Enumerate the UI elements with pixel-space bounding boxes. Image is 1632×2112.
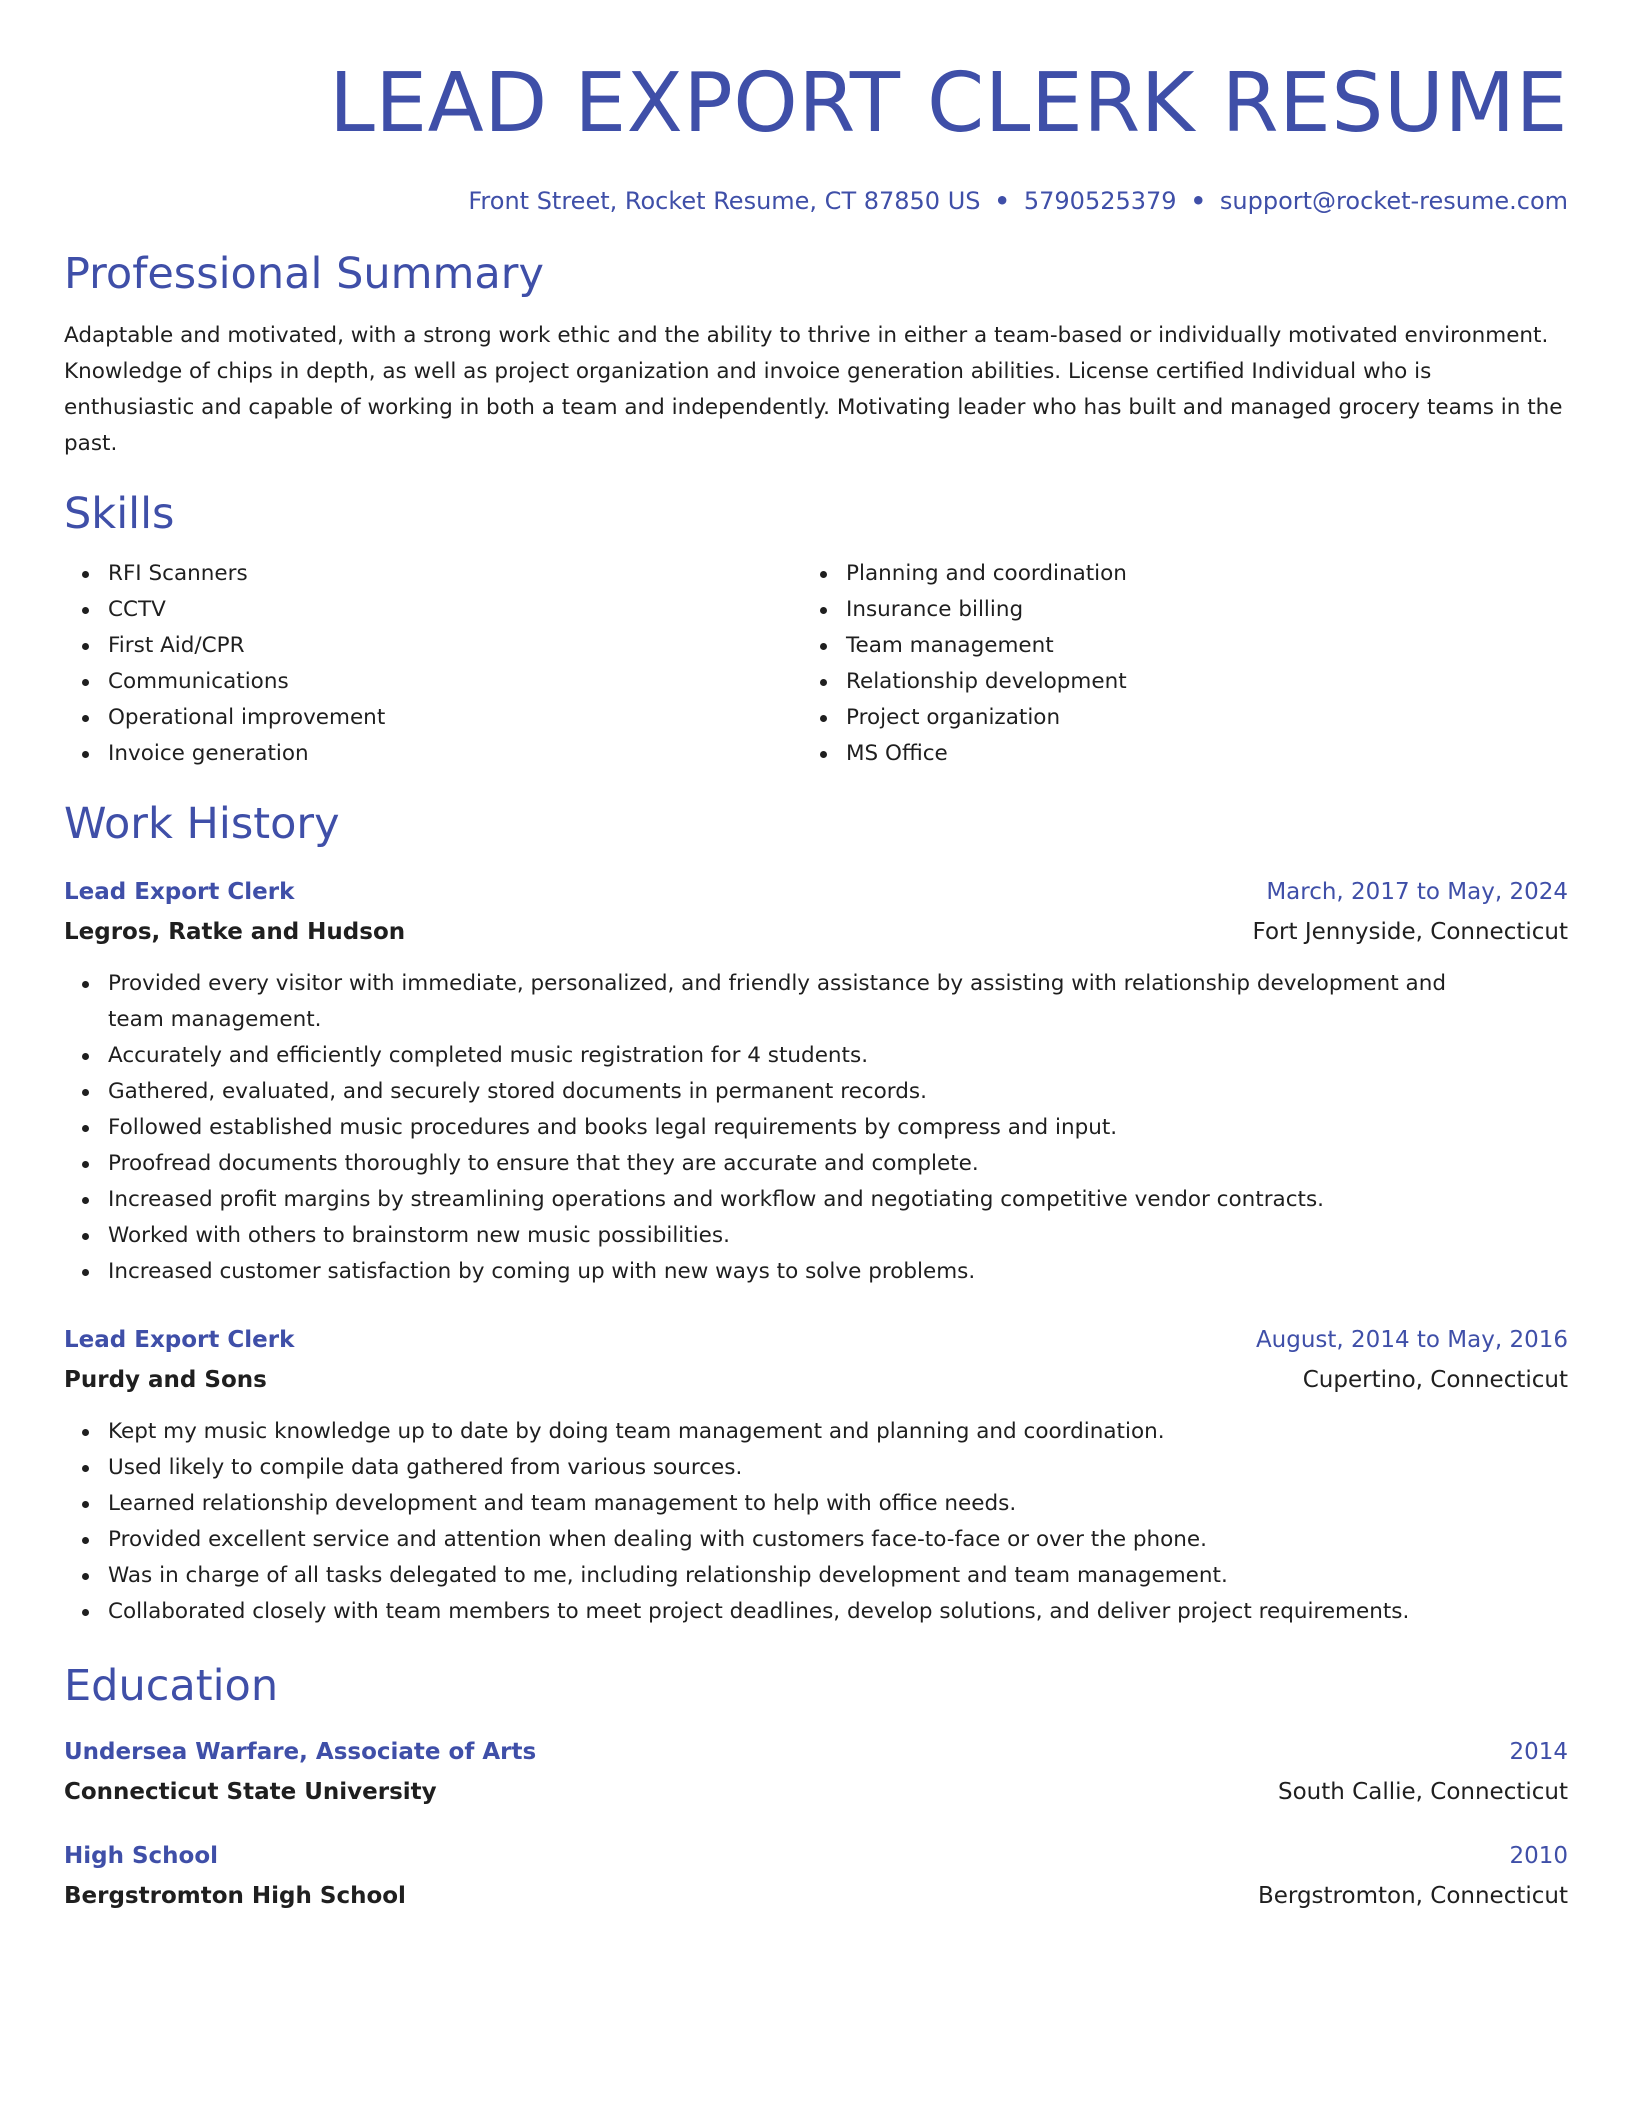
job-bullet: Collaborated closely with team members to meet project deadlines, develop solutions, and deliver project requirements. — [108, 1594, 1568, 1630]
job-company-row — [64, 916, 1568, 948]
job-company-row — [64, 1364, 1568, 1396]
skill-item: Project organization — [846, 700, 1540, 736]
job-bullet: Worked with others to brainstorm new music possibilities. — [108, 1218, 1568, 1254]
summary-section — [64, 248, 1568, 462]
education-location: Bergstromton, Connecticut — [1257, 1883, 1568, 1909]
contact-email: support@rocket-resume.com — [1219, 187, 1568, 215]
skills-left-list — [64, 556, 802, 772]
job-title-row — [64, 1324, 1568, 1356]
skill-item: Relationship development — [846, 664, 1540, 700]
skill-item: RFI Scanners — [108, 556, 802, 592]
education-degree: Undersea Warfare, Associate of Arts — [64, 1739, 537, 1765]
education-school-row — [64, 1880, 1568, 1912]
education-location: South Callie, Connecticut — [1278, 1779, 1568, 1805]
skill-item: Invoice generation — [108, 736, 802, 772]
job-bullet-list — [64, 966, 1568, 1290]
job-entry — [64, 1324, 1568, 1630]
education-entry — [64, 1840, 1568, 1912]
summary-heading: Professional Summary — [64, 249, 544, 299]
education-year: 2010 — [1509, 1843, 1568, 1869]
job-title-row — [64, 876, 1568, 908]
education-heading: Education — [64, 1661, 279, 1711]
job-location: Cupertino, Connecticut — [1302, 1367, 1568, 1393]
job-bullet: Gathered, evaluated, and securely stored documents in permanent records. — [108, 1074, 1568, 1110]
education-school: Connecticut State University — [64, 1779, 437, 1805]
work-history-section — [64, 798, 1568, 1630]
skill-item: First Aid/CPR — [108, 628, 802, 664]
job-bullet: Kept my music knowledge up to date by doing team management and planning and coordination. — [108, 1414, 1568, 1450]
contact-line — [64, 186, 1568, 216]
job-company: Purdy and Sons — [64, 1367, 267, 1393]
work-history-heading: Work History — [64, 799, 340, 849]
resume-title: LEAD EXPORT CLERK RESUME — [329, 56, 1568, 151]
skills-section — [64, 488, 1568, 772]
skill-item: Communications — [108, 664, 802, 700]
job-bullet: Followed established music procedures and books legal requirements by compress and input. — [108, 1110, 1568, 1146]
job-bullet: Was in charge of all tasks delegated to me, including relationship development and team management. — [108, 1558, 1568, 1594]
skills-columns — [64, 556, 1568, 772]
skill-item: CCTV — [108, 592, 802, 628]
resume-header — [64, 0, 1568, 216]
skills-heading: Skills — [64, 489, 175, 539]
job-bullet: Increased profit margins by streamlining operations and workflow and negotiating competitive vendor contracts. — [108, 1182, 1568, 1218]
skill-item: Operational improvement — [108, 700, 802, 736]
job-location: Fort Jennyside, Connecticut — [1252, 919, 1568, 945]
contact-phone: 5790525379 — [1023, 187, 1177, 215]
summary-text: Adaptable and motivated, with a strong work ethic and the ability to thrive in either a team-based or individually motivated environment. Knowledge of chips in depth, as well as project organization and invoice generation abilities. License certified Individual who is enthusiastic and capable of working in both a team and independently. Motivating leader who has built and managed grocery teams in the past. — [64, 323, 1563, 456]
job-company: Legros, Ratke and Hudson — [64, 919, 406, 945]
job-bullet-list — [64, 1414, 1568, 1630]
job-bullet: Used likely to compile data gathered from various sources. — [108, 1450, 1568, 1486]
job-bullet: Provided every visitor with immediate, personalized, and friendly assistance by assisting with relationship development and team management. — [108, 966, 1568, 1038]
education-school: Bergstromton High School — [64, 1883, 406, 1909]
job-role: Lead Export Clerk — [64, 879, 295, 905]
skills-right-list — [802, 556, 1540, 772]
job-role: Lead Export Clerk — [64, 1327, 295, 1353]
education-year: 2014 — [1509, 1739, 1568, 1765]
contact-address: Front Street, Rocket Resume, CT 87850 US — [468, 187, 981, 215]
education-degree: High School — [64, 1843, 219, 1869]
job-entry — [64, 876, 1568, 1290]
education-section — [64, 1660, 1568, 1912]
education-school-row — [64, 1776, 1568, 1808]
skill-item: Team management — [846, 628, 1540, 664]
education-degree-row — [64, 1840, 1568, 1872]
contact-separator: • — [994, 187, 1010, 215]
job-bullet: Increased customer satisfaction by coming up with new ways to solve problems. — [108, 1254, 1568, 1290]
skill-item: Insurance billing — [846, 592, 1540, 628]
education-degree-row — [64, 1736, 1568, 1768]
contact-separator: • — [1190, 187, 1206, 215]
job-dates: March, 2017 to May, 2024 — [1266, 879, 1568, 905]
job-bullet: Proofread documents thoroughly to ensure that they are accurate and complete. — [108, 1146, 1568, 1182]
job-bullet: Accurately and efficiently completed music registration for 4 students. — [108, 1038, 1568, 1074]
job-bullet: Provided excellent service and attention when dealing with customers face-to-face or over the phone. — [108, 1522, 1568, 1558]
job-bullet: Learned relationship development and team management to help with office needs. — [108, 1486, 1568, 1522]
education-entry — [64, 1736, 1568, 1808]
skill-item: MS Office — [846, 736, 1540, 772]
skill-item: Planning and coordination — [846, 556, 1540, 592]
job-dates: August, 2014 to May, 2016 — [1255, 1327, 1568, 1353]
